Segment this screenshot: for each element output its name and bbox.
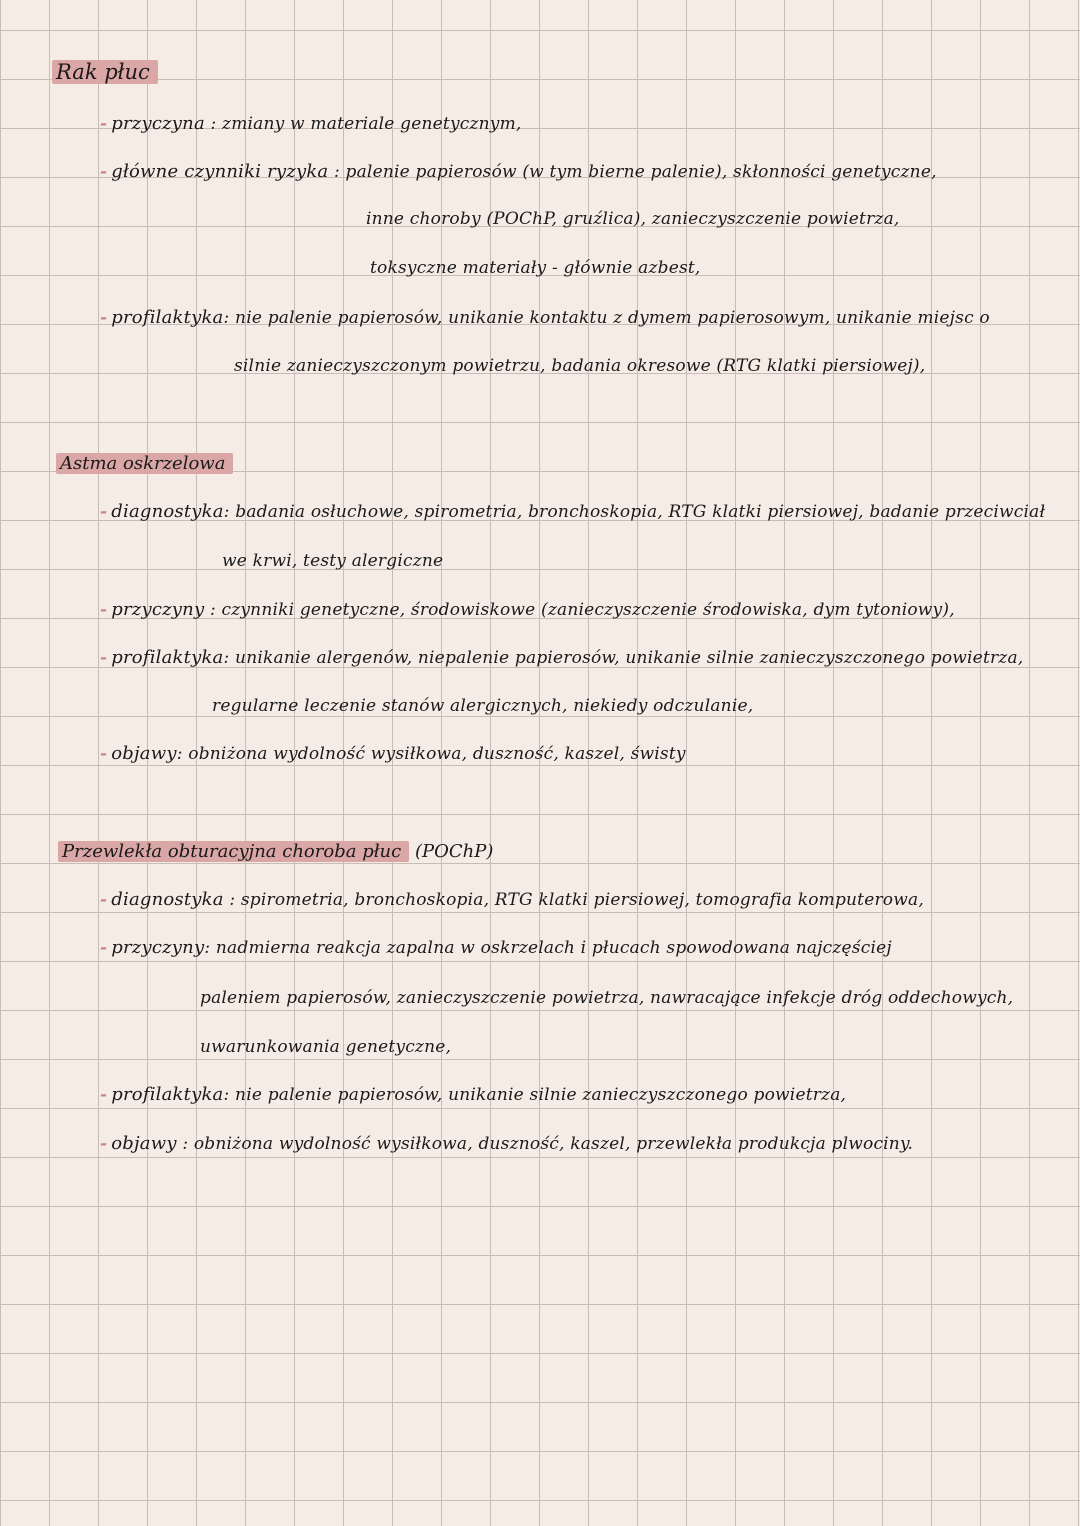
item-text-continuation: we krwi, testy alergiczne — [222, 551, 444, 571]
section-title — [46, 60, 166, 84]
item-text: spirometria, bronchoskopia, RTG klatki piersiowej, tomografia komputerowa, — [240, 890, 924, 910]
bullet-dash: - — [100, 600, 108, 620]
item-text-continuation: toksyczne materiały - głównie azbest, — [370, 258, 701, 278]
item-text: nie palenie papierosów, unikanie silnie zanieczyszczonego powietrza, — [235, 1085, 847, 1105]
bullet-dash: - — [100, 308, 108, 328]
section-title — [52, 840, 501, 864]
list-item: - diagnostyka : spirometria, bronchoskopia, RTG klatki piersiowej, tomografia komputerowa, — [100, 889, 924, 910]
title-highlight: Astma oskrzelowa — [56, 453, 233, 474]
list-item: - diagnostyka: badania osłuchowe, spirometria, bronchoskopia, RTG klatki piersiowej, badanie przeciwciał — [100, 501, 1046, 522]
item-text-continuation: regularne leczenie stanów alergicznych, niekiedy odczulanie, — [212, 696, 754, 716]
item-text: zmiany w materiale genetycznym, — [222, 114, 522, 134]
list-item: - objawy: obniżona wydolność wysiłkowa, duszność, kaszel, świsty — [100, 743, 686, 764]
item-label: diagnostyka — [111, 501, 224, 522]
bullet-dash: - — [100, 648, 108, 668]
item-label: profilaktyka — [111, 647, 224, 668]
item-label: przyczyna — [111, 113, 205, 134]
bullet-dash: - — [100, 938, 108, 958]
item-text-continuation: uwarunkowania genetyczne, — [200, 1037, 452, 1057]
item-label: główne czynniki ryzyka — [111, 161, 329, 182]
item-text-continuation: inne choroby (POChP, gruźlica), zanieczyszczenie powietrza, — [366, 209, 900, 229]
item-text-continuation: paleniem papierosów, zanieczyszczenie powietrza, nawracające infekcje dróg oddechowych, — [200, 988, 1014, 1008]
list-item: - profilaktyka: nie palenie papierosów, unikanie kontaktu z dymem papierosowym, unikanie miejsc o — [100, 307, 990, 328]
list-item: - główne czynniki ryzyka : palenie papierosów (w tym bierne palenie), skłonności genetyczne, — [100, 161, 937, 182]
item-text: obniżona wydolność wysiłkowa, duszność, kaszel, świsty — [188, 744, 686, 764]
bullet-dash: - — [100, 502, 108, 522]
item-label: profilaktyka — [111, 307, 224, 328]
title-highlight: Przewlekła obturacyjna choroba płuc — [58, 841, 409, 862]
item-label: objawy — [111, 1133, 177, 1154]
list-item: - przyczyna : zmiany w materiale genetycznym, — [100, 113, 522, 134]
section-title — [50, 452, 241, 476]
bullet-dash: - — [100, 114, 108, 134]
bullet-dash: - — [100, 890, 108, 910]
bullet-dash: - — [100, 162, 108, 182]
item-text: czynniki genetyczne, środowiskowe (zanieczyszczenie środowiska, dym tytoniowy), — [221, 600, 955, 620]
item-label: objawy — [111, 743, 177, 764]
item-label: diagnostyka — [111, 889, 224, 910]
item-text: nadmierna reakcja zapalna w oskrzelach i płucach spowodowana najczęściej — [215, 938, 892, 958]
item-text: nie palenie papierosów, unikanie kontaktu z dymem papierosowym, unikanie miejsc o — [235, 308, 990, 328]
item-label: profilaktyka — [111, 1084, 224, 1105]
bullet-dash: - — [100, 1134, 108, 1154]
title-highlight: Rak płuc — [52, 60, 158, 84]
item-text: unikanie alergenów, niepalenie papierosów, unikanie silnie zanieczyszczonego powietrza, — [235, 648, 1024, 668]
list-item: - objawy : obniżona wydolność wysiłkowa, duszność, kaszel, przewlekła produkcja plwociny. — [100, 1133, 914, 1154]
item-text: badania osłuchowe, spirometria, bronchoskopia, RTG klatki piersiowej, badanie przeciwciał — [235, 502, 1046, 522]
list-item: - profilaktyka: unikanie alergenów, niepalenie papierosów, unikanie silnie zanieczyszczonego powietrza, — [100, 647, 1024, 668]
item-text-continuation: silnie zanieczyszczonym powietrzu, badania okresowe (RTG klatki piersiowej), — [234, 356, 926, 376]
item-text: palenie papierosów (w tym bierne palenie), skłonności genetyczne, — [345, 162, 937, 182]
item-label: przyczyny — [111, 599, 205, 620]
bullet-dash: - — [100, 1085, 108, 1105]
title-suffix: (POChP) — [414, 841, 494, 862]
list-item: - profilaktyka: nie palenie papierosów, unikanie silnie zanieczyszczonego powietrza, — [100, 1084, 847, 1105]
list-item: - przyczyny: nadmierna reakcja zapalna w oskrzelach i płucach spowodowana najczęściej — [100, 937, 892, 958]
list-item: - przyczyny : czynniki genetyczne, środowiskowe (zanieczyszczenie środowiska, dym tytoniowy), — [100, 599, 955, 620]
item-label: przyczyny — [111, 937, 205, 958]
bullet-dash: - — [100, 744, 108, 764]
item-text: obniżona wydolność wysiłkowa, duszność, kaszel, przewlekła produkcja plwociny. — [193, 1134, 914, 1154]
